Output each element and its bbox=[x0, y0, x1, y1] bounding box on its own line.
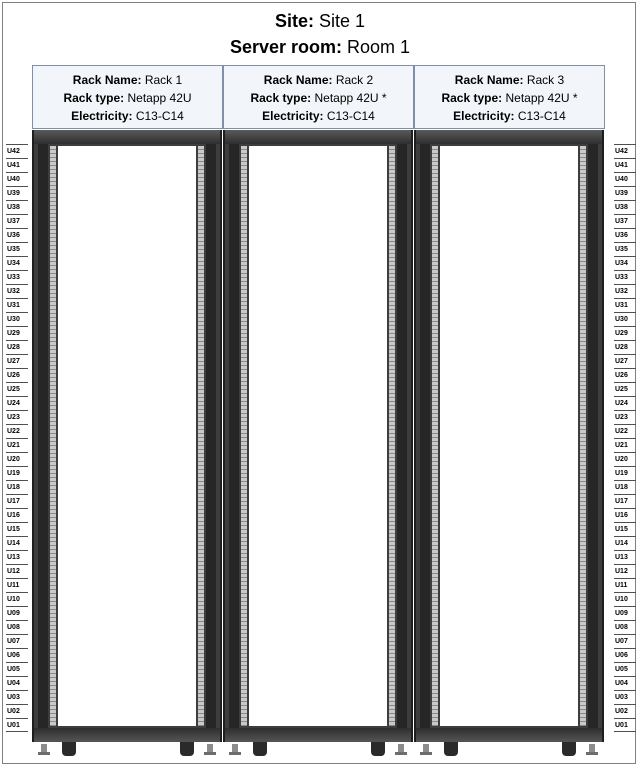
unit-label: U16 bbox=[614, 508, 636, 522]
unit-label: U02 bbox=[6, 704, 28, 718]
rack-name: Rack 3 bbox=[526, 73, 565, 87]
unit-label: U36 bbox=[6, 228, 28, 242]
electricity-label: Electricity: bbox=[262, 109, 324, 123]
server-room-label: Server room: bbox=[229, 37, 342, 57]
server-room-value: Room 1 bbox=[347, 37, 411, 57]
unit-label: U07 bbox=[6, 634, 28, 648]
unit-label: U42 bbox=[614, 144, 636, 158]
unit-label: U17 bbox=[614, 494, 636, 508]
unit-label: U25 bbox=[6, 382, 28, 396]
unit-label: U01 bbox=[614, 718, 636, 732]
unit-label: U29 bbox=[614, 326, 636, 340]
unit-label: U31 bbox=[614, 298, 636, 312]
unit-label: U32 bbox=[614, 284, 636, 298]
unit-label: U17 bbox=[6, 494, 28, 508]
unit-label: U33 bbox=[6, 270, 28, 284]
rack-post bbox=[229, 144, 239, 728]
unit-label: U41 bbox=[6, 158, 28, 172]
leveling-foot-icon bbox=[232, 744, 238, 752]
unit-label: U01 bbox=[6, 718, 28, 732]
unit-label: U30 bbox=[6, 312, 28, 326]
unit-label: U41 bbox=[614, 158, 636, 172]
unit-label: U37 bbox=[614, 214, 636, 228]
mounting-rail bbox=[580, 146, 586, 726]
unit-label: U08 bbox=[6, 620, 28, 634]
unit-label: U27 bbox=[614, 354, 636, 368]
rack-post bbox=[206, 144, 216, 728]
rack-top-cap bbox=[416, 130, 602, 144]
unit-label: U07 bbox=[614, 634, 636, 648]
mounting-rail bbox=[198, 146, 204, 726]
unit-label: U08 bbox=[614, 620, 636, 634]
unit-label: U28 bbox=[614, 340, 636, 354]
unit-label: U13 bbox=[614, 550, 636, 564]
caster-wheel-icon bbox=[562, 742, 576, 756]
unit-label: U23 bbox=[614, 410, 636, 424]
unit-label: U10 bbox=[614, 592, 636, 606]
unit-label: U23 bbox=[6, 410, 28, 424]
unit-label: U14 bbox=[6, 536, 28, 550]
unit-label: U21 bbox=[6, 438, 28, 452]
unit-label: U38 bbox=[6, 200, 28, 214]
unit-label: U09 bbox=[6, 606, 28, 620]
unit-label: U03 bbox=[614, 690, 636, 704]
rack-type-label: Rack type: bbox=[441, 91, 503, 105]
mounting-rail bbox=[389, 146, 395, 726]
unit-label: U18 bbox=[614, 480, 636, 494]
rack-header-3 bbox=[414, 65, 605, 129]
site-title bbox=[0, 10, 640, 32]
unit-label: U05 bbox=[6, 662, 28, 676]
rack-top-cap bbox=[34, 130, 220, 144]
rack-interior[interactable] bbox=[58, 146, 196, 726]
unit-label: U10 bbox=[6, 592, 28, 606]
unit-label: U16 bbox=[6, 508, 28, 522]
unit-label: U21 bbox=[614, 438, 636, 452]
rack-name: Rack 1 bbox=[144, 73, 183, 87]
unit-label: U38 bbox=[614, 200, 636, 214]
unit-label: U25 bbox=[614, 382, 636, 396]
unit-label: U11 bbox=[6, 578, 28, 592]
unit-label: U35 bbox=[6, 242, 28, 256]
leveling-foot-icon bbox=[423, 744, 429, 752]
site-label: Site: bbox=[274, 11, 314, 31]
unit-label: U30 bbox=[614, 312, 636, 326]
caster-wheel-icon bbox=[371, 742, 385, 756]
rack-post bbox=[588, 144, 598, 728]
caster-wheel-icon bbox=[62, 742, 76, 756]
unit-label: U29 bbox=[6, 326, 28, 340]
leveling-foot-icon bbox=[589, 744, 595, 752]
unit-label: U32 bbox=[6, 284, 28, 298]
unit-label: U40 bbox=[6, 172, 28, 186]
rack-header-2 bbox=[223, 65, 414, 129]
rack-cabinet-2 bbox=[223, 130, 413, 742]
unit-label: U35 bbox=[614, 242, 636, 256]
unit-label: U12 bbox=[6, 564, 28, 578]
leveling-foot-icon bbox=[207, 744, 213, 752]
unit-label: U12 bbox=[614, 564, 636, 578]
unit-label: U02 bbox=[614, 704, 636, 718]
unit-label: U39 bbox=[614, 186, 636, 200]
unit-label: U36 bbox=[614, 228, 636, 242]
unit-label: U31 bbox=[6, 298, 28, 312]
unit-label: U20 bbox=[6, 452, 28, 466]
electricity-label: Electricity: bbox=[453, 109, 515, 123]
unit-labels-left bbox=[6, 144, 28, 732]
mounting-rail bbox=[432, 146, 438, 726]
rack-type-label: Rack type: bbox=[250, 91, 312, 105]
unit-label: U27 bbox=[6, 354, 28, 368]
unit-label: U40 bbox=[614, 172, 636, 186]
unit-label: U18 bbox=[6, 480, 28, 494]
unit-label: U19 bbox=[614, 466, 636, 480]
rack-post bbox=[397, 144, 407, 728]
leveling-foot-icon bbox=[398, 744, 404, 752]
unit-label: U39 bbox=[6, 186, 28, 200]
unit-label: U37 bbox=[6, 214, 28, 228]
electricity-label: Electricity: bbox=[71, 109, 133, 123]
unit-label: U09 bbox=[614, 606, 636, 620]
rack-name: Rack 2 bbox=[335, 73, 374, 87]
rack-bottom-cap bbox=[34, 728, 220, 742]
unit-label: U06 bbox=[614, 648, 636, 662]
unit-label: U24 bbox=[614, 396, 636, 410]
unit-label: U28 bbox=[6, 340, 28, 354]
unit-label: U05 bbox=[614, 662, 636, 676]
rack-type: Netapp 42U * bbox=[314, 91, 387, 105]
unit-label: U19 bbox=[6, 466, 28, 480]
caster-wheel-icon bbox=[180, 742, 194, 756]
rack-name-label: Rack Name: bbox=[454, 73, 524, 87]
mounting-rail bbox=[241, 146, 247, 726]
rack-name-label: Rack Name: bbox=[263, 73, 333, 87]
unit-label: U26 bbox=[6, 368, 28, 382]
server-room-title bbox=[0, 36, 640, 58]
rack-electricity: C13-C14 bbox=[517, 109, 566, 123]
rack-electricity: C13-C14 bbox=[135, 109, 184, 123]
unit-label: U33 bbox=[614, 270, 636, 284]
unit-label: U13 bbox=[6, 550, 28, 564]
unit-label: U15 bbox=[614, 522, 636, 536]
rack-post bbox=[38, 144, 48, 728]
caster-wheel-icon bbox=[444, 742, 458, 756]
rack-cabinet-1 bbox=[32, 130, 222, 742]
rack-header-1 bbox=[32, 65, 223, 129]
rack-bottom-cap bbox=[416, 728, 602, 742]
unit-label: U14 bbox=[614, 536, 636, 550]
unit-label: U03 bbox=[6, 690, 28, 704]
site-value: Site 1 bbox=[319, 11, 366, 31]
rack-interior[interactable] bbox=[249, 146, 387, 726]
unit-labels-right bbox=[614, 144, 636, 732]
unit-label: U34 bbox=[6, 256, 28, 270]
rack-type: Netapp 42U bbox=[127, 91, 192, 105]
rack-interior[interactable] bbox=[440, 146, 578, 726]
unit-label: U24 bbox=[6, 396, 28, 410]
rack-post bbox=[420, 144, 430, 728]
rack-cabinet-3 bbox=[414, 130, 604, 742]
rack-top-cap bbox=[225, 130, 411, 144]
unit-label: U11 bbox=[614, 578, 636, 592]
unit-label: U42 bbox=[6, 144, 28, 158]
unit-label: U26 bbox=[614, 368, 636, 382]
leveling-foot-icon bbox=[41, 744, 47, 752]
rack-type-label: Rack type: bbox=[63, 91, 125, 105]
unit-label: U20 bbox=[614, 452, 636, 466]
unit-label: U22 bbox=[614, 424, 636, 438]
rack-electricity: C13-C14 bbox=[326, 109, 375, 123]
rack-bottom-cap bbox=[225, 728, 411, 742]
unit-label: U06 bbox=[6, 648, 28, 662]
unit-label: U15 bbox=[6, 522, 28, 536]
unit-label: U34 bbox=[614, 256, 636, 270]
caster-wheel-icon bbox=[253, 742, 267, 756]
rack-name-label: Rack Name: bbox=[72, 73, 142, 87]
unit-label: U04 bbox=[6, 676, 28, 690]
mounting-rail bbox=[50, 146, 56, 726]
rack-type: Netapp 42U * bbox=[505, 91, 578, 105]
unit-label: U04 bbox=[614, 676, 636, 690]
unit-label: U22 bbox=[6, 424, 28, 438]
